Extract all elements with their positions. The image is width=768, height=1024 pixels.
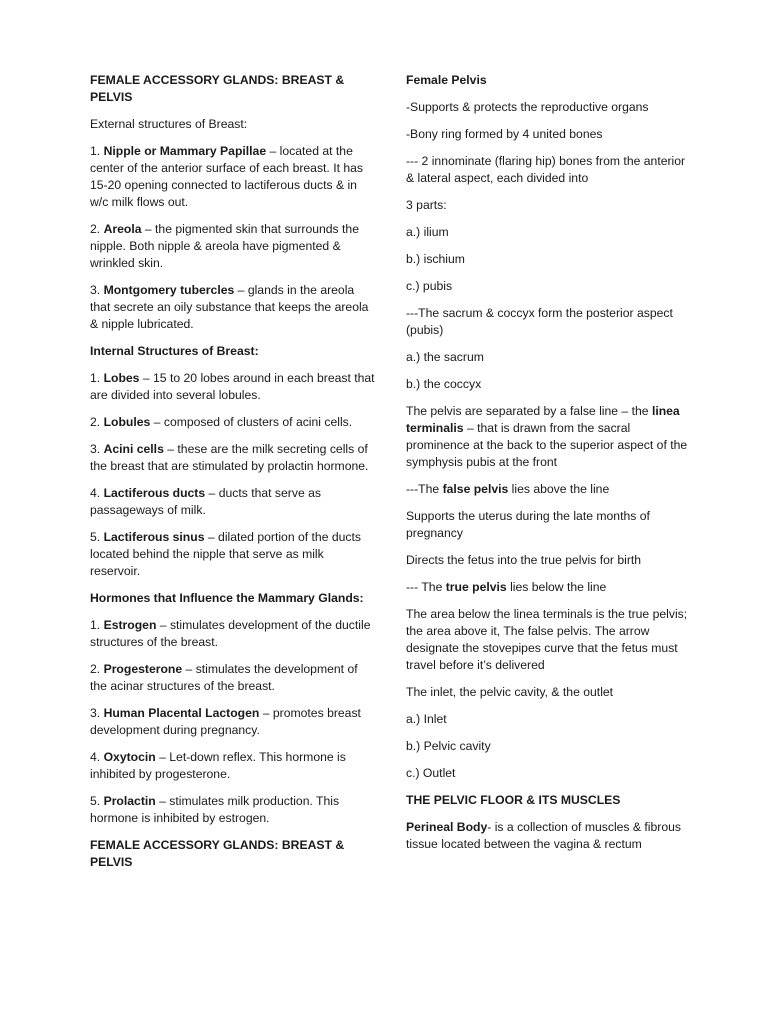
false-pelvis-line: ---The false pelvis lies above the line — [406, 482, 610, 496]
list-item: c.) pubis — [406, 279, 453, 293]
linea-terminalis-paragraph: The pelvis are separated by a false line – the linea terminalis – that is drawn from the sacral prominence at the back to the superior aspect of the symphysis pubis at the front — [406, 404, 688, 469]
list-item: 4. Lactiferous ducts – ducts that serve as passageways of milk. — [90, 486, 321, 517]
list-item: b.) Pelvic cavity — [406, 739, 491, 753]
internal-structures-title: Internal Structures of Breast: — [90, 344, 259, 358]
female-pelvis-title: Female Pelvis — [406, 73, 487, 87]
list-item: 4. Oxytocin – Let-down reflex. This hormone is inhibited by progesterone. — [90, 750, 346, 781]
external-structures-title: External structures of Breast: — [90, 117, 248, 131]
perineal-body-paragraph: Perineal Body- is a collection of muscles & fibrous tissue located between the vagina & rectum — [406, 820, 682, 851]
paragraph: -Supports & protects the reproductive organs — [406, 100, 649, 114]
right-column — [406, 72, 688, 863]
list-item: 1. Lobes – 15 to 20 lobes around in each breast that are divided into several lobules. — [90, 371, 375, 402]
left-column — [90, 72, 375, 881]
true-pelvis-line: --- The true pelvis lies below the line — [406, 580, 607, 594]
list-item: b.) the coccyx — [406, 377, 482, 391]
paragraph: Supports the uterus during the late months of pregnancy — [406, 509, 650, 540]
list-item: a.) Inlet — [406, 712, 447, 726]
paragraph: The area below the linea terminals is the true pelvis; the area above it, The false pelvis. The arrow designate the stovepipes curve that the fetus must travel before it’s delivered — [406, 607, 688, 672]
paragraph: ---The sacrum & coccyx form the posterior aspect (pubis) — [406, 306, 673, 337]
list-item: 1. Nipple or Mammary Papillae – located at the center of the anterior surface of each breast. It has 15-20 opening connected to lactiferous ducts & in w/c milk flows out. — [90, 144, 364, 209]
list-item: 3. Acini cells – these are the milk secreting cells of the breast that are stimulated by prolactin hormone. — [90, 442, 369, 473]
pelvic-floor-title: THE PELVIC FLOOR & ITS MUSCLES — [406, 793, 621, 807]
list-item: 2. Lobules – composed of clusters of acini cells. — [90, 415, 353, 429]
list-item: c.) Outlet — [406, 766, 456, 780]
section-heading: FEMALE ACCESSORY GLANDS: BREAST & PELVIS — [90, 73, 345, 104]
list-item: 5. Prolactin – stimulates milk production. This hormone is inhibited by estrogen. — [90, 794, 340, 825]
list-item: 1. Estrogen – stimulates development of the ductile structures of the breast. — [90, 618, 371, 649]
list-item: 3. Human Placental Lactogen – promotes breast development during pregnancy. — [90, 706, 361, 737]
paragraph: -Bony ring formed by 4 united bones — [406, 127, 603, 141]
paragraph: 3 parts: — [406, 198, 447, 212]
list-item: 2. Progesterone – stimulates the development of the acinar structures of the breast. — [90, 662, 358, 693]
list-item: 5. Lactiferous sinus – dilated portion of the ducts located behind the nipple that serve as milk reservoir. — [90, 530, 361, 578]
list-item: a.) ilium — [406, 225, 449, 239]
list-item: b.) ischium — [406, 252, 465, 266]
list-item: a.) the sacrum — [406, 350, 484, 364]
paragraph: --- 2 innominate (flaring hip) bones from the anterior & lateral aspect, each divided into — [406, 154, 686, 185]
list-item: 2. Areola – the pigmented skin that surrounds the nipple. Both nipple & areola have pigmented & wrinkled skin. — [90, 222, 359, 270]
paragraph: Directs the fetus into the true pelvis for birth — [406, 553, 642, 567]
paragraph: The inlet, the pelvic cavity, & the outlet — [406, 685, 614, 699]
section-heading-repeat: FEMALE ACCESSORY GLANDS: BREAST & PELVIS — [90, 838, 345, 869]
hormones-title: Hormones that Influence the Mammary Glands: — [90, 591, 364, 605]
list-item: 3. Montgomery tubercles – glands in the areola that secrete an oily substance that keeps the areola & nipple lubricated. — [90, 283, 369, 331]
